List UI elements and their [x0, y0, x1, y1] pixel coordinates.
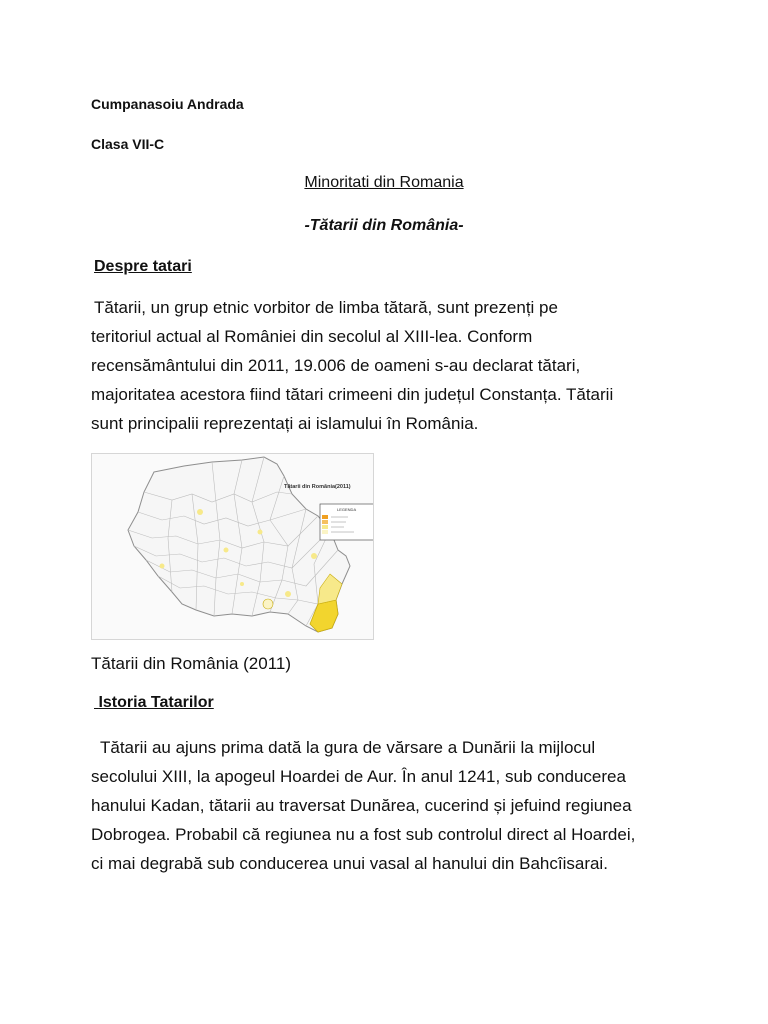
document-title: Minoritati din Romania	[304, 174, 464, 191]
paragraph-line: secolului XIII, la apogeul Hoardei de Aur. În anul 1241, sub conducerea	[91, 767, 626, 786]
author-name: Cumpanasoiu Andrada	[91, 96, 244, 112]
section-heading-istoria-tatarilor	[94, 694, 214, 712]
section-heading-despre-tatari: Despre tatari	[94, 258, 192, 275]
paragraph-line: recensământului din 2011, 19.006 de oameni s-au declarat tătari,	[91, 356, 581, 375]
class-name: Clasa VII-C	[91, 136, 165, 152]
legend-title: LEGENDA	[337, 507, 357, 512]
paragraph-line: majoritatea acestora fiind tătari crimeeni din județul Constanța. Tătarii	[91, 385, 614, 404]
map-legend	[320, 504, 373, 540]
figure-caption: Tătarii din România (2011)	[91, 654, 291, 673]
legend-swatch-mid	[322, 520, 328, 524]
paragraph-line: Dobrogea. Probabil că regiunea nu a fost sub controlul direct al Hoardei,	[91, 825, 636, 844]
romania-tatars-map	[92, 454, 373, 639]
paragraph-line: sunt principalii reprezentați ai islamului în România.	[91, 414, 479, 433]
paragraph-line: teritoriul actual al României din secolul al XIII-lea. Conform	[91, 327, 533, 346]
map-figure	[91, 453, 374, 640]
map-title: Tătarii din România(2011)	[284, 484, 351, 490]
paragraph-line: ci mai degrabă sub conducerea unui vasal al hanului din Bahcîisarai.	[91, 854, 608, 873]
paragraph-line: Tătarii, un grup etnic vorbitor de limba tătară, sunt prezenți pe	[94, 298, 558, 317]
legend-swatch-low	[322, 525, 328, 529]
legend-swatch-high	[322, 515, 328, 519]
paragraph-despre-tatari	[91, 293, 691, 438]
legend-swatch-min	[322, 530, 328, 534]
document-subtitle: -Tătarii din România-	[304, 217, 464, 234]
paragraph-line: hanului Kadan, tătarii au traversat Dunărea, cucerind și jefuind regiunea	[91, 796, 632, 815]
section-heading-text: Istoria Tatarilor	[98, 694, 214, 711]
paragraph-line: Tătarii au ajuns prima dată la gura de vărsare a Dunării la mijlocul	[100, 738, 596, 757]
paragraph-istoria-tatarilor	[91, 733, 691, 878]
